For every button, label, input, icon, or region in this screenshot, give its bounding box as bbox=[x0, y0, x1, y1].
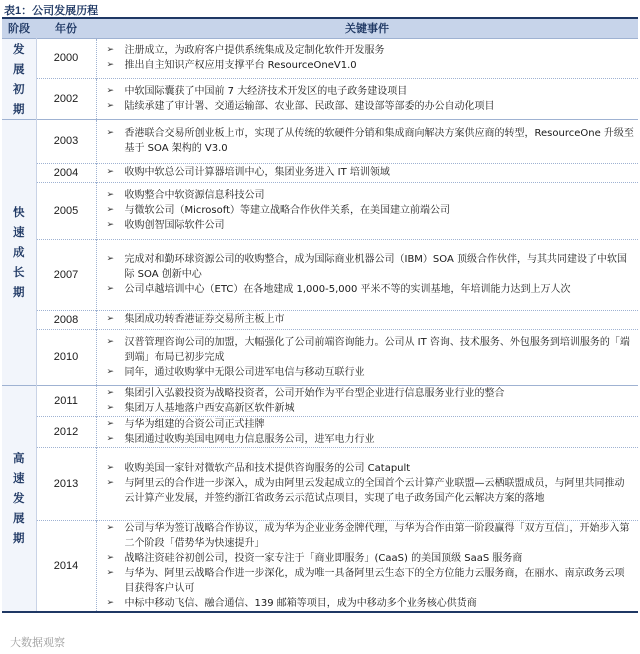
event-text: 完成对和勤环球资源公司的收购整合，成为国际商业机器公司（IBM）SOA 顶级合作伙伴，与其共同建设了中软国际 SOA 创新中心 bbox=[124, 254, 627, 280]
table-row bbox=[2, 163, 638, 182]
year-cell: 2012 bbox=[36, 416, 96, 447]
events-cell bbox=[96, 79, 638, 120]
event-item bbox=[103, 335, 635, 365]
arrow-bullet-icon: ➢ bbox=[106, 387, 115, 398]
phase-label-char: 发 bbox=[13, 41, 25, 56]
arrow-bullet-icon: ➢ bbox=[106, 522, 115, 533]
event-item bbox=[103, 521, 635, 551]
event-item bbox=[103, 188, 635, 203]
event-text: 注册成立，为政府客户提供系统集成及定制化软件开发服务 bbox=[124, 45, 385, 57]
event-item bbox=[103, 476, 635, 506]
events-cell bbox=[96, 329, 638, 385]
event-text: 集团万人基地落户西安高新区软件新城 bbox=[124, 402, 295, 414]
arrow-bullet-icon: ➢ bbox=[106, 100, 115, 111]
year-cell: 2000 bbox=[36, 38, 96, 79]
table-row bbox=[2, 520, 638, 612]
events-cell bbox=[96, 385, 638, 416]
event-text: 同年，通过收购掌中无限公司进军电信与移动互联行业 bbox=[124, 366, 365, 378]
event-item bbox=[103, 417, 635, 432]
events-cell bbox=[96, 38, 638, 79]
table-row bbox=[2, 416, 638, 447]
arrow-bullet-icon: ➢ bbox=[106, 463, 115, 473]
event-text: 与华为、阿里云战略合作进一步深化，成为唯一具备阿里云生态下的全方位能力云服务商，在丽水、南京政务云项目获得客户认可 bbox=[124, 567, 625, 594]
arrow-bullet-icon: ➢ bbox=[106, 336, 115, 347]
event-item bbox=[103, 365, 635, 380]
event-text: 推出自主知识产权应用支撑平台 ResourceOneV1.0 bbox=[124, 60, 357, 72]
event-text: 与微软公司（Microsoft）等建立战略合作伙伴关系，在美国建立前端公司 bbox=[124, 205, 451, 216]
event-text: 收购美国一家针对微软产品和技术提供咨询服务的公司 Catapult bbox=[124, 463, 411, 474]
header-events: 关键事件 bbox=[345, 22, 389, 36]
phase-cell bbox=[2, 385, 36, 612]
event-text: 陆续承建了审计署、交通运输部、农业部、民政部、建设部等部委的办公自动化项目 bbox=[124, 100, 495, 112]
event-text: 与阿里云的合作进一步深入，成为由阿里云发起成立的全国首个云计算产业联盟—云栖联盟成员，与阿里共同推动云计算产业发展，并签约浙江省政务云示范试点项目，实现了电子政务国产化云解决方案的落地 bbox=[124, 478, 625, 504]
arrow-bullet-icon: ➢ bbox=[106, 567, 115, 578]
arrow-bullet-icon: ➢ bbox=[106, 478, 115, 488]
arrow-bullet-icon: ➢ bbox=[106, 85, 115, 96]
event-text: 与华为组建的合资公司正式挂牌 bbox=[124, 418, 265, 430]
arrow-bullet-icon: ➢ bbox=[106, 45, 115, 56]
arrow-bullet-icon: ➢ bbox=[106, 60, 115, 71]
year-cell: 2008 bbox=[36, 310, 96, 329]
table-body bbox=[2, 38, 638, 612]
phase-label-char: 高 bbox=[13, 451, 25, 465]
event-item bbox=[103, 401, 635, 416]
event-text: 中软国际囊获了中国前 7 大经济技术开发区的电子政务建设项目 bbox=[124, 85, 408, 97]
event-item bbox=[103, 551, 635, 566]
phase-label-char: 展 bbox=[13, 511, 25, 525]
event-item bbox=[103, 203, 635, 218]
event-text: 公司卓越培训中心（ETC）在各地建成 1,000-5,000 平米不等的实训基地，年培训能力达到上万人次 bbox=[124, 284, 571, 295]
event-item bbox=[103, 58, 635, 73]
event-text: 集团通过收购美国电网电力信息服务公司，进军电力行业 bbox=[124, 433, 375, 445]
table-row bbox=[2, 310, 638, 329]
event-text: 中标中移动飞信、融合通信、139 邮箱等项目，成为中移动多个业务核心供货商 bbox=[124, 597, 477, 609]
phase-label-char: 期 bbox=[13, 285, 25, 299]
arrow-bullet-icon: ➢ bbox=[106, 402, 115, 413]
event-item bbox=[103, 282, 635, 297]
event-text: 香港联合交易所创业板上市，实现了从传统的软硬件分销和集成商向解决方案供应商的转型，ResourceOne 升级至基于 SOA 架构的 V3.0 bbox=[124, 128, 634, 154]
events-cell bbox=[96, 163, 638, 182]
event-text: 集团成功转香港证券交易所主板上市 bbox=[124, 314, 285, 325]
arrow-bullet-icon: ➢ bbox=[106, 128, 115, 138]
events-cell bbox=[96, 416, 638, 447]
event-text: 汉普管理咨询公司的加盟，大幅强化了公司前端咨询能力。公司从 IT 咨询、技术服务、外包服务到培训服务的「端到端」布局已初步完成 bbox=[124, 336, 630, 363]
arrow-bullet-icon: ➢ bbox=[106, 433, 115, 444]
table-row bbox=[2, 119, 638, 163]
phase-label-char: 成 bbox=[13, 245, 25, 259]
events-cell bbox=[96, 310, 638, 329]
arrow-bullet-icon: ➢ bbox=[106, 190, 115, 200]
table-header-row bbox=[2, 18, 638, 38]
watermark-text: 大数据观察 bbox=[10, 636, 65, 649]
table-row bbox=[2, 385, 638, 416]
arrow-bullet-icon: ➢ bbox=[106, 167, 115, 177]
table-row bbox=[2, 447, 638, 520]
year-cell: 2014 bbox=[36, 520, 96, 612]
arrow-bullet-icon: ➢ bbox=[106, 552, 115, 563]
events-cell bbox=[96, 447, 638, 520]
phase-label-char: 展 bbox=[13, 61, 25, 76]
event-item bbox=[103, 596, 635, 611]
event-text: 集团引入弘毅投资为战略投资者，公司开始作为平台型企业进行信息服务业行业的整合 bbox=[124, 387, 505, 399]
year-cell: 2007 bbox=[36, 239, 96, 310]
arrow-bullet-icon: ➢ bbox=[106, 418, 115, 429]
phase-label-char: 期 bbox=[13, 101, 25, 116]
event-item bbox=[103, 461, 635, 476]
phase-cell bbox=[2, 119, 36, 385]
event-item bbox=[103, 566, 635, 596]
event-item bbox=[103, 252, 635, 282]
history-table bbox=[2, 17, 638, 613]
events-cell bbox=[96, 182, 638, 239]
header-phase: 阶段 bbox=[8, 22, 30, 36]
event-text: 收购整合中软资源信息科技公司 bbox=[124, 190, 265, 201]
year-cell: 2010 bbox=[36, 329, 96, 385]
event-text: 公司与华为签订战略合作协议，成为华为企业业务金牌代理，与华为合作由第一阶段赢得「双方互信」，开始步入第二个阶段「借势华为快速提升」 bbox=[124, 522, 630, 549]
arrow-bullet-icon: ➢ bbox=[106, 205, 115, 215]
year-cell: 2002 bbox=[36, 79, 96, 120]
table-row bbox=[2, 38, 638, 79]
events-cell bbox=[96, 119, 638, 163]
events-cell bbox=[96, 520, 638, 612]
event-item bbox=[103, 99, 635, 114]
year-cell: 2011 bbox=[36, 385, 96, 416]
phase-cell bbox=[2, 38, 36, 119]
header-year: 年份 bbox=[55, 22, 77, 36]
arrow-bullet-icon: ➢ bbox=[106, 314, 115, 324]
phase-label-char: 速 bbox=[13, 225, 25, 239]
arrow-bullet-icon: ➢ bbox=[106, 366, 115, 377]
phase-label-char: 初 bbox=[13, 81, 25, 96]
event-item bbox=[103, 84, 635, 99]
phase-label-char: 发 bbox=[13, 491, 25, 505]
event-item bbox=[103, 126, 635, 156]
table-row bbox=[2, 329, 638, 385]
phase-label-char: 快 bbox=[13, 205, 25, 219]
year-cell: 2004 bbox=[36, 163, 96, 182]
table-caption: 表1：公司发展历程 bbox=[4, 5, 99, 17]
event-item bbox=[103, 43, 635, 58]
arrow-bullet-icon: ➢ bbox=[106, 254, 115, 264]
year-cell: 2005 bbox=[36, 182, 96, 239]
phase-label-char: 期 bbox=[13, 531, 25, 545]
event-text: 战略注资硅谷初创公司，投资一家专注于「商业即服务」(CaaS) 的美国顶级 SaaS 服务商 bbox=[124, 552, 523, 564]
phase-label-char: 长 bbox=[13, 265, 25, 279]
year-cell: 2013 bbox=[36, 447, 96, 520]
event-item bbox=[103, 432, 635, 447]
event-text: 收购中软总公司计算器培训中心，集团业务进入 IT 培训领域 bbox=[124, 167, 390, 178]
event-item bbox=[103, 165, 635, 180]
events-cell bbox=[96, 239, 638, 310]
event-item bbox=[103, 312, 635, 327]
arrow-bullet-icon: ➢ bbox=[106, 220, 115, 230]
event-item bbox=[103, 218, 635, 233]
arrow-bullet-icon: ➢ bbox=[106, 597, 115, 608]
event-item bbox=[103, 386, 635, 401]
table-row bbox=[2, 182, 638, 239]
event-text: 收购创智国际软件公司 bbox=[124, 220, 225, 231]
table-row bbox=[2, 239, 638, 310]
phase-label-char: 速 bbox=[13, 471, 25, 485]
table-row bbox=[2, 79, 638, 120]
year-cell: 2003 bbox=[36, 119, 96, 163]
arrow-bullet-icon: ➢ bbox=[106, 284, 115, 294]
